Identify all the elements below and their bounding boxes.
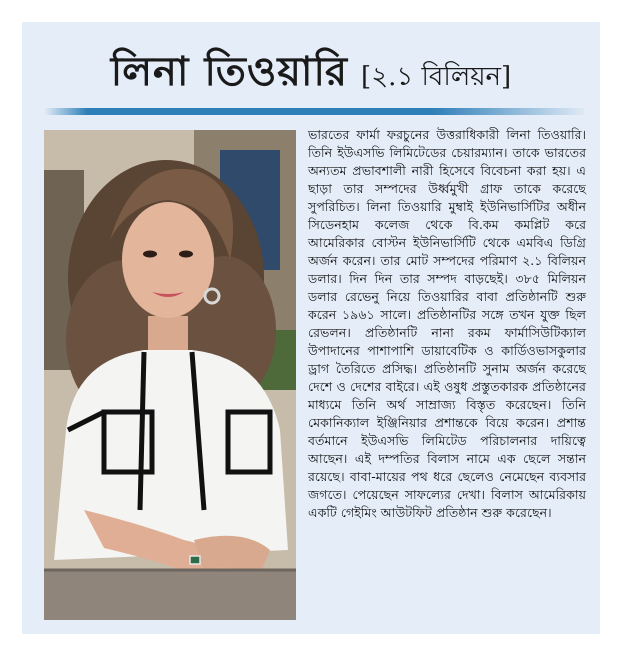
headline-name: লিনা তিওয়ারি bbox=[110, 48, 348, 95]
article-body: ভারতের ফার্মা ফরচুনের উত্তরাধিকারী লিনা তিওয়ারি। তিনি ইউএসভি লিমিটেডের চেয়ারম্যান। তাকে ভারতের অন্যতম প্রভাবশালী নারী হিসেবে বিবেচনা করা হয়। এ ছাড়া তার সম্পদের উর্ধ্বমুখী গ্রাফ তাকে করেছে সুপরিচিত। লিনা তিওয়ারি মুম্বাই ইউনিভার্সিটির অধীন সিডেনহাম কলেজ থেকে বি.কম কমপ্লিট করে আমেরিকার বোস্টন ইউনিভার্সিটি থেকে এমবিএ ডিগ্রি অর্জন করেন। তার মোট সম্পদের পরিমাণ ২.১ বিলিয়ন ডলার। দিন দিন তার সম্পদ বাড়ছেই। ৩৮৫ মিলিয়ন ডলার রেভেনু নিয়ে তিওয়ারির বাবা প্রতিষ্ঠানটি শুরু করেন ১৯৬১ সালে। প্রতিষ্ঠানটির সঙ্গে তখন যুক্ত ছিল রেভলন। প্রতিষ্ঠানটি নানা রকম ফার্মাসিউটিক্যাল উপাদানের পাশাপাশি ডায়াবেটিক ও কার্ডিওভাসকুলার ড্রাগ তৈরিতে প্রসিদ্ধ। প্রতিষ্ঠানটি সুনাম অর্জন করেছে দেশে ও দেশের বাইরে। এই ওষুধ প্রস্তুতকারক প্রতিষ্ঠানের মাধ্যমে তিনি অর্থ সাম্রাজ্য বিস্তৃত করেছেন। তিনি মেকানিক্যাল ইঞ্জিনিয়ার প্রশান্তকে বিয়ে করেন। প্রশান্ত বর্তমানে ইউএসভি লিমিটেড পরিচালনার দায়িত্বে আছেন। এই দম্পতির বিলাস নামে এক ছেলে সন্তান রয়েছে। বাবা-মায়ের পথ ধরে ছেলেও নেমেছেন ব্যবসার জগতে। পেয়েছেন সাফল্যের দেখা। বিলাস আমেরিকায় একটি গেইমিং আউটফিট প্রতিষ্ঠান শুরু করেছেন। bbox=[308, 127, 586, 520]
portrait-illustration bbox=[44, 130, 296, 620]
headline bbox=[22, 40, 600, 107]
headline-net-worth: [২.১ বিলিয়ন] bbox=[361, 62, 512, 92]
article-card bbox=[22, 22, 600, 634]
portrait-photo bbox=[44, 130, 296, 620]
accent-rule bbox=[44, 108, 584, 115]
